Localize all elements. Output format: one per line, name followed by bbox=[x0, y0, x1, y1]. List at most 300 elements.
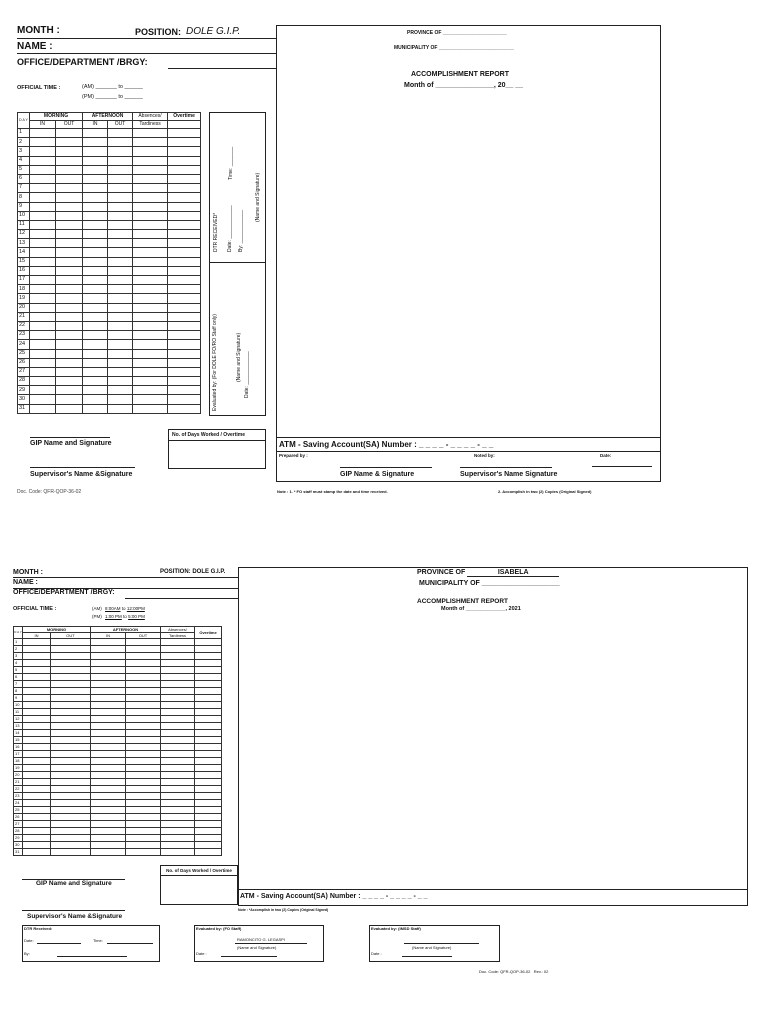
time-cell[interactable] bbox=[51, 828, 91, 835]
time-cell[interactable] bbox=[126, 800, 161, 807]
time-cell[interactable] bbox=[91, 681, 126, 688]
time-cell[interactable] bbox=[51, 709, 91, 716]
time-cell[interactable] bbox=[168, 193, 201, 202]
time-cell[interactable] bbox=[23, 842, 51, 849]
time-cell[interactable] bbox=[195, 821, 222, 828]
time-cell[interactable] bbox=[83, 211, 108, 220]
time-cell[interactable] bbox=[56, 367, 83, 376]
time-cell[interactable] bbox=[51, 730, 91, 737]
time-cell[interactable] bbox=[51, 744, 91, 751]
time-cell[interactable] bbox=[195, 765, 222, 772]
time-cell[interactable] bbox=[91, 821, 126, 828]
time-cell[interactable] bbox=[168, 312, 201, 321]
time-cell[interactable] bbox=[91, 744, 126, 751]
time-cell[interactable] bbox=[161, 793, 195, 800]
time-cell[interactable] bbox=[195, 793, 222, 800]
time-cell[interactable] bbox=[133, 395, 168, 404]
time-cell[interactable] bbox=[195, 639, 222, 646]
time-cell[interactable] bbox=[126, 772, 161, 779]
time-cell[interactable] bbox=[126, 709, 161, 716]
time-cell[interactable] bbox=[108, 377, 133, 386]
time-cell[interactable] bbox=[126, 751, 161, 758]
time-cell[interactable] bbox=[83, 358, 108, 367]
time-cell[interactable] bbox=[133, 331, 168, 340]
time-cell[interactable] bbox=[91, 842, 126, 849]
time-cell[interactable] bbox=[161, 723, 195, 730]
time-cell[interactable] bbox=[30, 165, 56, 174]
time-cell[interactable] bbox=[30, 193, 56, 202]
time-cell[interactable] bbox=[51, 807, 91, 814]
time-cell[interactable] bbox=[108, 147, 133, 156]
time-cell[interactable] bbox=[91, 758, 126, 765]
time-cell[interactable] bbox=[23, 821, 51, 828]
time-cell[interactable] bbox=[195, 786, 222, 793]
time-cell[interactable] bbox=[91, 828, 126, 835]
time-cell[interactable] bbox=[133, 377, 168, 386]
time-cell[interactable] bbox=[161, 786, 195, 793]
time-cell[interactable] bbox=[91, 646, 126, 653]
time-cell[interactable] bbox=[30, 156, 56, 165]
time-cell[interactable] bbox=[56, 230, 83, 239]
time-cell[interactable] bbox=[195, 660, 222, 667]
time-cell[interactable] bbox=[30, 129, 56, 138]
time-cell[interactable] bbox=[133, 340, 168, 349]
time-cell[interactable] bbox=[51, 842, 91, 849]
time-cell[interactable] bbox=[168, 138, 201, 147]
time-cell[interactable] bbox=[51, 653, 91, 660]
time-cell[interactable] bbox=[51, 786, 91, 793]
time-cell[interactable] bbox=[91, 639, 126, 646]
time-cell[interactable] bbox=[51, 814, 91, 821]
time-cell[interactable] bbox=[195, 779, 222, 786]
time-cell[interactable] bbox=[161, 800, 195, 807]
time-cell[interactable] bbox=[30, 312, 56, 321]
time-cell[interactable] bbox=[83, 266, 108, 275]
time-cell[interactable] bbox=[91, 800, 126, 807]
time-cell[interactable] bbox=[56, 377, 83, 386]
time-cell[interactable] bbox=[91, 835, 126, 842]
time-cell[interactable] bbox=[51, 835, 91, 842]
time-cell[interactable] bbox=[108, 331, 133, 340]
time-cell[interactable] bbox=[126, 674, 161, 681]
time-cell[interactable] bbox=[126, 667, 161, 674]
time-cell[interactable] bbox=[51, 772, 91, 779]
time-cell[interactable] bbox=[195, 688, 222, 695]
time-cell[interactable] bbox=[126, 786, 161, 793]
time-cell[interactable] bbox=[56, 129, 83, 138]
time-cell[interactable] bbox=[108, 367, 133, 376]
time-cell[interactable] bbox=[108, 129, 133, 138]
time-cell[interactable] bbox=[51, 765, 91, 772]
time-cell[interactable] bbox=[83, 349, 108, 358]
time-cell[interactable] bbox=[168, 331, 201, 340]
time-cell[interactable] bbox=[51, 716, 91, 723]
time-cell[interactable] bbox=[91, 814, 126, 821]
time-cell[interactable] bbox=[30, 257, 56, 266]
time-cell[interactable] bbox=[126, 821, 161, 828]
time-cell[interactable] bbox=[23, 828, 51, 835]
time-cell[interactable] bbox=[51, 849, 91, 856]
time-cell[interactable] bbox=[83, 331, 108, 340]
time-cell[interactable] bbox=[23, 716, 51, 723]
time-cell[interactable] bbox=[30, 386, 56, 395]
time-cell[interactable] bbox=[23, 723, 51, 730]
time-cell[interactable] bbox=[51, 702, 91, 709]
time-cell[interactable] bbox=[161, 835, 195, 842]
time-cell[interactable] bbox=[91, 674, 126, 681]
time-cell[interactable] bbox=[168, 129, 201, 138]
time-cell[interactable] bbox=[108, 220, 133, 229]
time-cell[interactable] bbox=[23, 688, 51, 695]
time-cell[interactable] bbox=[30, 367, 56, 376]
time-cell[interactable] bbox=[133, 266, 168, 275]
time-cell[interactable] bbox=[161, 814, 195, 821]
time-cell[interactable] bbox=[108, 395, 133, 404]
time-cell[interactable] bbox=[108, 138, 133, 147]
time-cell[interactable] bbox=[108, 294, 133, 303]
time-cell[interactable] bbox=[51, 723, 91, 730]
time-cell[interactable] bbox=[133, 239, 168, 248]
time-cell[interactable] bbox=[30, 340, 56, 349]
time-cell[interactable] bbox=[83, 367, 108, 376]
time-cell[interactable] bbox=[108, 358, 133, 367]
time-cell[interactable] bbox=[168, 321, 201, 330]
time-cell[interactable] bbox=[51, 751, 91, 758]
time-cell[interactable] bbox=[126, 744, 161, 751]
time-cell[interactable] bbox=[168, 285, 201, 294]
time-cell[interactable] bbox=[108, 165, 133, 174]
time-cell[interactable] bbox=[195, 737, 222, 744]
time-cell[interactable] bbox=[83, 377, 108, 386]
time-cell[interactable] bbox=[126, 702, 161, 709]
time-cell[interactable] bbox=[83, 404, 108, 413]
time-cell[interactable] bbox=[91, 793, 126, 800]
time-cell[interactable] bbox=[133, 294, 168, 303]
time-cell[interactable] bbox=[23, 793, 51, 800]
time-cell[interactable] bbox=[108, 312, 133, 321]
time-cell[interactable] bbox=[168, 266, 201, 275]
time-cell[interactable] bbox=[161, 681, 195, 688]
time-cell[interactable] bbox=[91, 723, 126, 730]
time-cell[interactable] bbox=[108, 386, 133, 395]
time-cell[interactable] bbox=[126, 730, 161, 737]
time-cell[interactable] bbox=[195, 646, 222, 653]
time-cell[interactable] bbox=[108, 230, 133, 239]
time-cell[interactable] bbox=[30, 248, 56, 257]
time-cell[interactable] bbox=[161, 751, 195, 758]
time-cell[interactable] bbox=[30, 321, 56, 330]
time-cell[interactable] bbox=[56, 266, 83, 275]
time-cell[interactable] bbox=[91, 660, 126, 667]
time-cell[interactable] bbox=[91, 702, 126, 709]
time-cell[interactable] bbox=[108, 276, 133, 285]
time-cell[interactable] bbox=[195, 716, 222, 723]
time-cell[interactable] bbox=[56, 202, 83, 211]
time-cell[interactable] bbox=[133, 230, 168, 239]
time-cell[interactable] bbox=[83, 147, 108, 156]
time-cell[interactable] bbox=[195, 653, 222, 660]
time-cell[interactable] bbox=[195, 695, 222, 702]
time-cell[interactable] bbox=[168, 220, 201, 229]
time-cell[interactable] bbox=[168, 377, 201, 386]
time-cell[interactable] bbox=[23, 765, 51, 772]
time-cell[interactable] bbox=[30, 147, 56, 156]
time-cell[interactable] bbox=[108, 340, 133, 349]
time-cell[interactable] bbox=[56, 404, 83, 413]
time-cell[interactable] bbox=[83, 294, 108, 303]
time-cell[interactable] bbox=[56, 349, 83, 358]
time-cell[interactable] bbox=[23, 751, 51, 758]
time-cell[interactable] bbox=[51, 821, 91, 828]
time-cell[interactable] bbox=[195, 681, 222, 688]
time-cell[interactable] bbox=[126, 779, 161, 786]
time-cell[interactable] bbox=[23, 702, 51, 709]
time-cell[interactable] bbox=[56, 220, 83, 229]
time-cell[interactable] bbox=[168, 174, 201, 183]
time-cell[interactable] bbox=[168, 257, 201, 266]
time-cell[interactable] bbox=[133, 358, 168, 367]
time-cell[interactable] bbox=[133, 220, 168, 229]
time-cell[interactable] bbox=[168, 404, 201, 413]
time-cell[interactable] bbox=[56, 303, 83, 312]
time-cell[interactable] bbox=[126, 814, 161, 821]
time-cell[interactable] bbox=[91, 765, 126, 772]
time-cell[interactable] bbox=[83, 395, 108, 404]
time-cell[interactable] bbox=[30, 202, 56, 211]
time-cell[interactable] bbox=[126, 842, 161, 849]
time-cell[interactable] bbox=[83, 156, 108, 165]
time-cell[interactable] bbox=[56, 239, 83, 248]
time-cell[interactable] bbox=[126, 765, 161, 772]
time-cell[interactable] bbox=[56, 321, 83, 330]
time-cell[interactable] bbox=[168, 294, 201, 303]
time-cell[interactable] bbox=[108, 285, 133, 294]
time-cell[interactable] bbox=[133, 404, 168, 413]
time-cell[interactable] bbox=[108, 321, 133, 330]
time-cell[interactable] bbox=[51, 800, 91, 807]
time-cell[interactable] bbox=[133, 193, 168, 202]
time-cell[interactable] bbox=[168, 340, 201, 349]
time-cell[interactable] bbox=[91, 730, 126, 737]
time-cell[interactable] bbox=[133, 174, 168, 183]
time-cell[interactable] bbox=[161, 702, 195, 709]
time-cell[interactable] bbox=[83, 138, 108, 147]
time-cell[interactable] bbox=[126, 849, 161, 856]
time-cell[interactable] bbox=[23, 772, 51, 779]
time-cell[interactable] bbox=[23, 814, 51, 821]
time-cell[interactable] bbox=[161, 758, 195, 765]
time-cell[interactable] bbox=[195, 723, 222, 730]
time-cell[interactable] bbox=[91, 772, 126, 779]
time-cell[interactable] bbox=[83, 193, 108, 202]
time-cell[interactable] bbox=[195, 730, 222, 737]
time-cell[interactable] bbox=[56, 165, 83, 174]
time-cell[interactable] bbox=[56, 156, 83, 165]
time-cell[interactable] bbox=[56, 331, 83, 340]
time-cell[interactable] bbox=[30, 377, 56, 386]
time-cell[interactable] bbox=[195, 814, 222, 821]
time-cell[interactable] bbox=[83, 321, 108, 330]
time-cell[interactable] bbox=[51, 660, 91, 667]
time-cell[interactable] bbox=[91, 849, 126, 856]
time-cell[interactable] bbox=[168, 395, 201, 404]
time-cell[interactable] bbox=[126, 828, 161, 835]
time-cell[interactable] bbox=[23, 786, 51, 793]
time-cell[interactable] bbox=[168, 156, 201, 165]
time-cell[interactable] bbox=[30, 239, 56, 248]
time-cell[interactable] bbox=[56, 248, 83, 257]
time-cell[interactable] bbox=[30, 184, 56, 193]
time-cell[interactable] bbox=[30, 395, 56, 404]
time-cell[interactable] bbox=[51, 674, 91, 681]
time-cell[interactable] bbox=[23, 674, 51, 681]
time-cell[interactable] bbox=[30, 266, 56, 275]
time-cell[interactable] bbox=[195, 835, 222, 842]
time-cell[interactable] bbox=[133, 303, 168, 312]
time-cell[interactable] bbox=[30, 349, 56, 358]
time-cell[interactable] bbox=[51, 779, 91, 786]
time-cell[interactable] bbox=[83, 129, 108, 138]
time-cell[interactable] bbox=[133, 138, 168, 147]
time-cell[interactable] bbox=[168, 239, 201, 248]
time-cell[interactable] bbox=[51, 681, 91, 688]
time-cell[interactable] bbox=[161, 688, 195, 695]
time-cell[interactable] bbox=[161, 653, 195, 660]
time-cell[interactable] bbox=[56, 147, 83, 156]
time-cell[interactable] bbox=[23, 730, 51, 737]
time-cell[interactable] bbox=[51, 758, 91, 765]
time-cell[interactable] bbox=[83, 303, 108, 312]
time-cell[interactable] bbox=[30, 404, 56, 413]
time-cell[interactable] bbox=[133, 367, 168, 376]
time-cell[interactable] bbox=[108, 193, 133, 202]
time-cell[interactable] bbox=[51, 737, 91, 744]
time-cell[interactable] bbox=[161, 674, 195, 681]
time-cell[interactable] bbox=[195, 849, 222, 856]
time-cell[interactable] bbox=[23, 709, 51, 716]
time-cell[interactable] bbox=[23, 695, 51, 702]
time-cell[interactable] bbox=[83, 230, 108, 239]
time-cell[interactable] bbox=[168, 230, 201, 239]
time-cell[interactable] bbox=[51, 695, 91, 702]
time-cell[interactable] bbox=[108, 202, 133, 211]
time-cell[interactable] bbox=[195, 807, 222, 814]
time-cell[interactable] bbox=[30, 358, 56, 367]
time-cell[interactable] bbox=[23, 758, 51, 765]
time-cell[interactable] bbox=[195, 828, 222, 835]
time-cell[interactable] bbox=[168, 303, 201, 312]
time-cell[interactable] bbox=[56, 193, 83, 202]
time-cell[interactable] bbox=[133, 285, 168, 294]
time-cell[interactable] bbox=[91, 751, 126, 758]
time-cell[interactable] bbox=[108, 257, 133, 266]
time-cell[interactable] bbox=[83, 386, 108, 395]
time-cell[interactable] bbox=[161, 828, 195, 835]
time-cell[interactable] bbox=[91, 779, 126, 786]
time-cell[interactable] bbox=[195, 842, 222, 849]
time-cell[interactable] bbox=[51, 639, 91, 646]
time-cell[interactable] bbox=[195, 709, 222, 716]
time-cell[interactable] bbox=[56, 257, 83, 266]
time-cell[interactable] bbox=[126, 660, 161, 667]
time-cell[interactable] bbox=[168, 248, 201, 257]
time-cell[interactable] bbox=[108, 303, 133, 312]
time-cell[interactable] bbox=[168, 184, 201, 193]
time-cell[interactable] bbox=[168, 386, 201, 395]
time-cell[interactable] bbox=[23, 849, 51, 856]
time-cell[interactable] bbox=[51, 688, 91, 695]
time-cell[interactable] bbox=[126, 793, 161, 800]
time-cell[interactable] bbox=[83, 239, 108, 248]
time-cell[interactable] bbox=[195, 702, 222, 709]
time-cell[interactable] bbox=[161, 730, 195, 737]
time-cell[interactable] bbox=[30, 276, 56, 285]
time-cell[interactable] bbox=[133, 312, 168, 321]
time-cell[interactable] bbox=[161, 765, 195, 772]
time-cell[interactable] bbox=[30, 294, 56, 303]
time-cell[interactable] bbox=[161, 779, 195, 786]
time-cell[interactable] bbox=[195, 800, 222, 807]
time-cell[interactable] bbox=[91, 716, 126, 723]
time-cell[interactable] bbox=[126, 653, 161, 660]
time-cell[interactable] bbox=[91, 695, 126, 702]
time-cell[interactable] bbox=[161, 709, 195, 716]
time-cell[interactable] bbox=[23, 807, 51, 814]
time-cell[interactable] bbox=[30, 211, 56, 220]
time-cell[interactable] bbox=[108, 184, 133, 193]
time-cell[interactable] bbox=[56, 395, 83, 404]
time-cell[interactable] bbox=[126, 646, 161, 653]
time-cell[interactable] bbox=[83, 174, 108, 183]
time-cell[interactable] bbox=[56, 358, 83, 367]
time-cell[interactable] bbox=[126, 639, 161, 646]
time-cell[interactable] bbox=[161, 821, 195, 828]
time-cell[interactable] bbox=[108, 174, 133, 183]
time-cell[interactable] bbox=[195, 674, 222, 681]
time-cell[interactable] bbox=[30, 138, 56, 147]
time-cell[interactable] bbox=[108, 239, 133, 248]
time-cell[interactable] bbox=[168, 358, 201, 367]
time-cell[interactable] bbox=[161, 639, 195, 646]
time-cell[interactable] bbox=[133, 202, 168, 211]
time-cell[interactable] bbox=[108, 156, 133, 165]
time-cell[interactable] bbox=[133, 257, 168, 266]
time-cell[interactable] bbox=[168, 202, 201, 211]
time-cell[interactable] bbox=[108, 266, 133, 275]
time-cell[interactable] bbox=[133, 165, 168, 174]
time-cell[interactable] bbox=[83, 220, 108, 229]
time-cell[interactable] bbox=[23, 660, 51, 667]
time-cell[interactable] bbox=[133, 184, 168, 193]
time-cell[interactable] bbox=[108, 248, 133, 257]
time-cell[interactable] bbox=[23, 639, 51, 646]
time-cell[interactable] bbox=[126, 695, 161, 702]
time-cell[interactable] bbox=[30, 230, 56, 239]
time-cell[interactable] bbox=[168, 147, 201, 156]
time-cell[interactable] bbox=[56, 386, 83, 395]
time-cell[interactable] bbox=[133, 321, 168, 330]
time-cell[interactable] bbox=[108, 211, 133, 220]
time-cell[interactable] bbox=[108, 349, 133, 358]
time-cell[interactable] bbox=[56, 312, 83, 321]
time-cell[interactable] bbox=[83, 276, 108, 285]
time-cell[interactable] bbox=[126, 835, 161, 842]
time-cell[interactable] bbox=[91, 653, 126, 660]
time-cell[interactable] bbox=[91, 667, 126, 674]
time-cell[interactable] bbox=[133, 211, 168, 220]
time-cell[interactable] bbox=[56, 184, 83, 193]
time-cell[interactable] bbox=[126, 688, 161, 695]
